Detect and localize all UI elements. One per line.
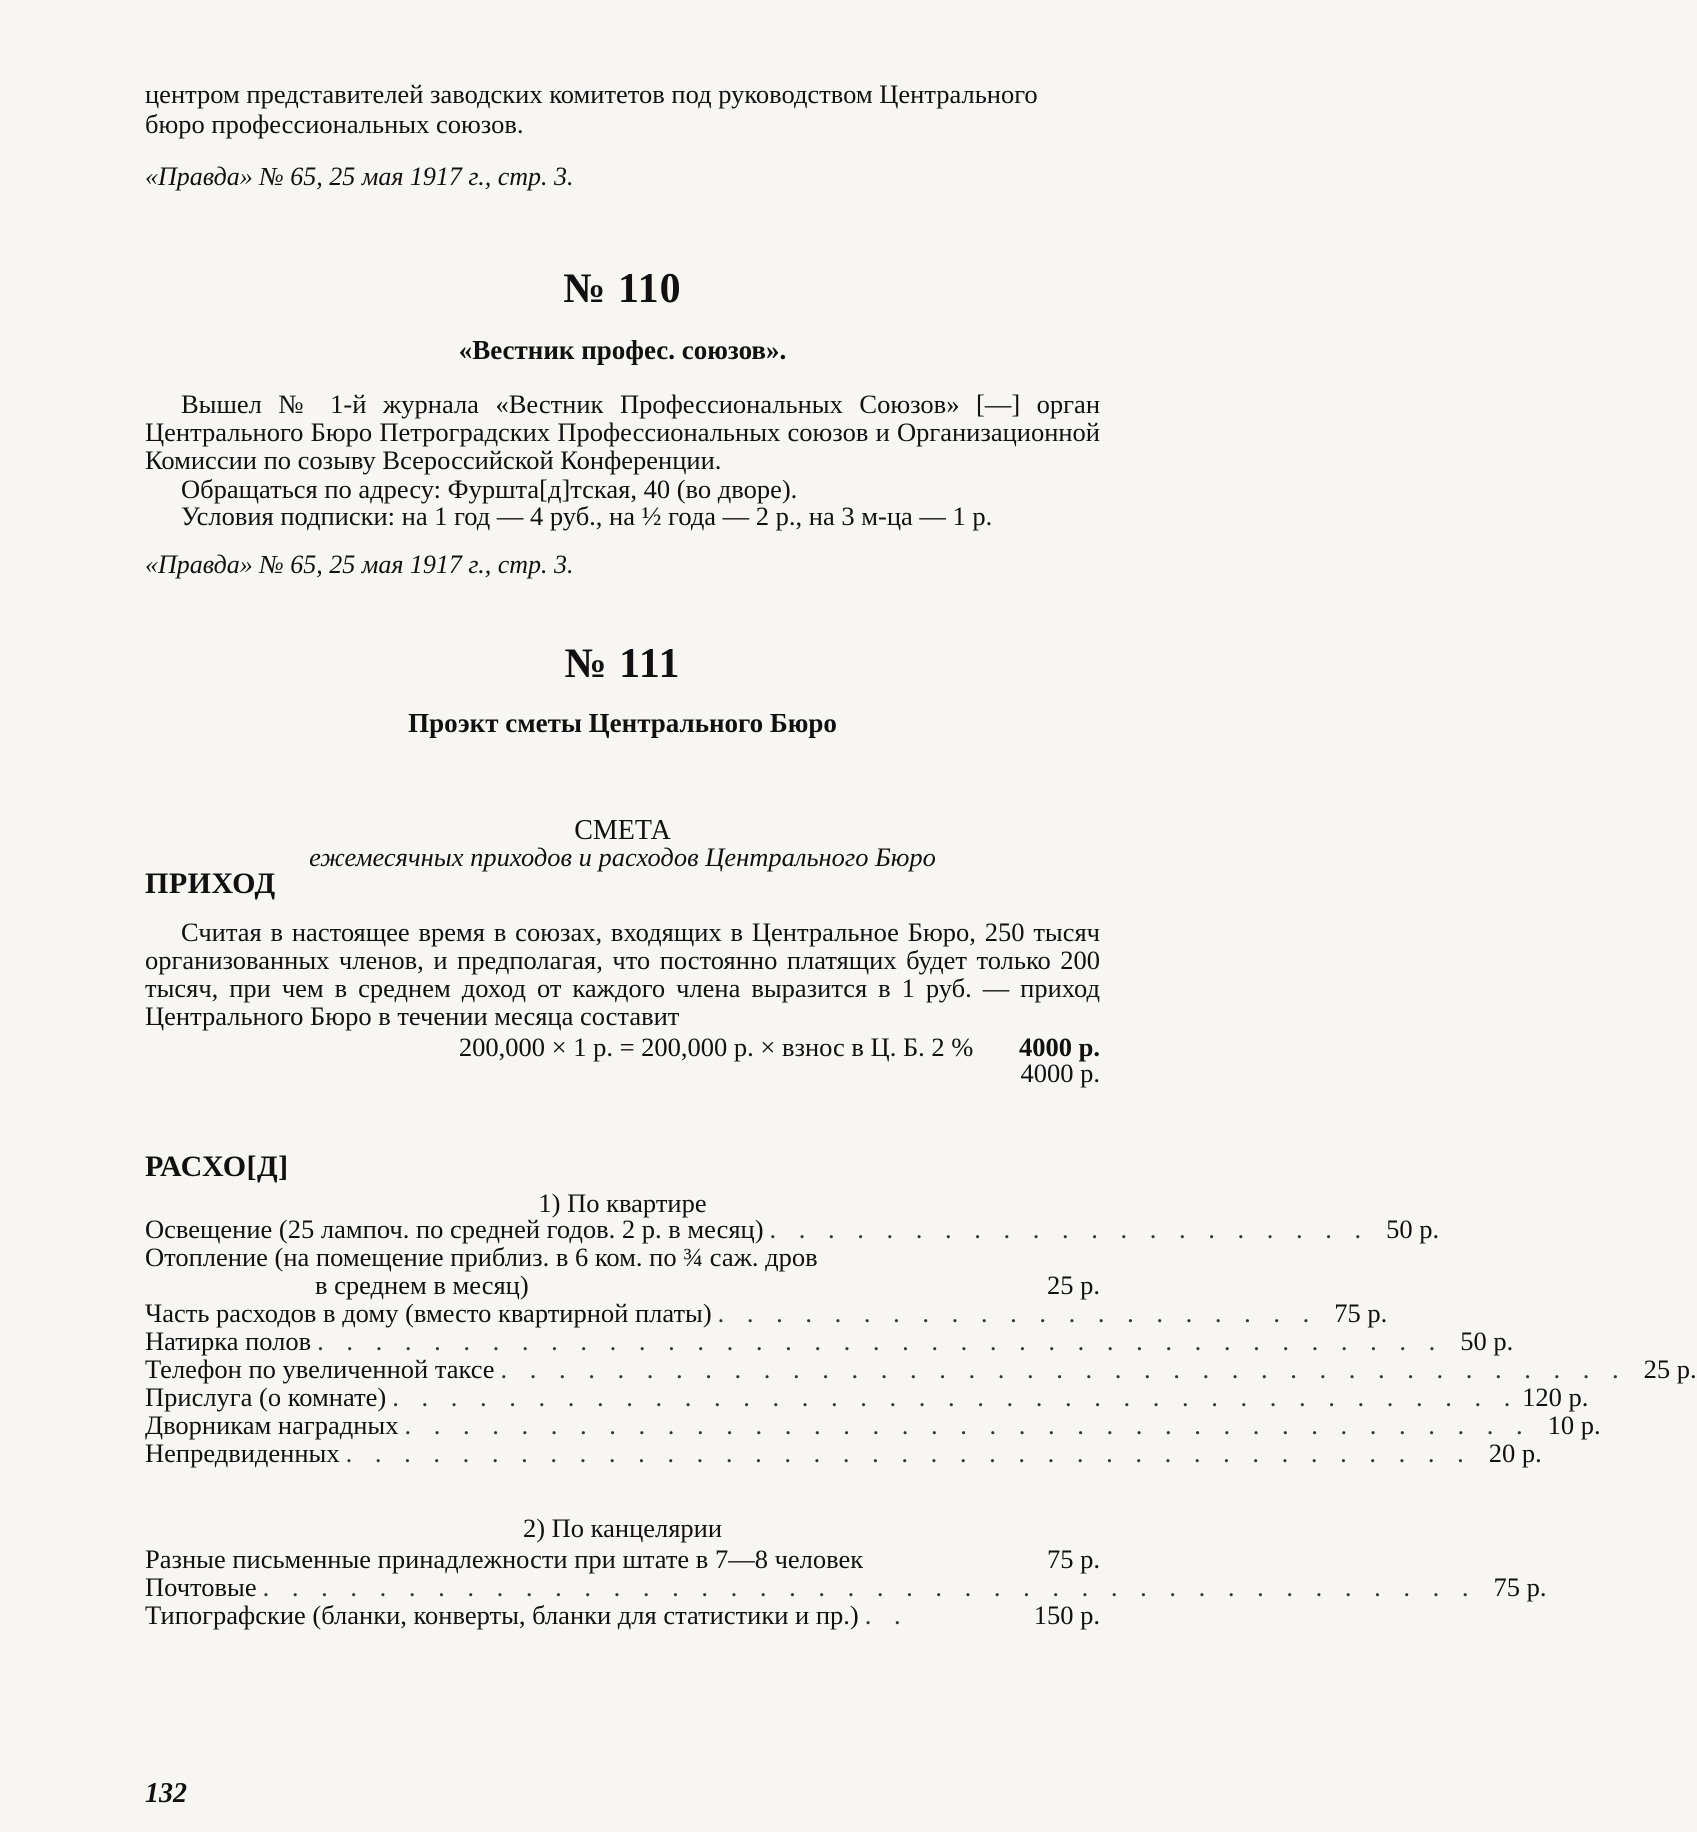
expense-amount: 10 р. bbox=[1547, 1410, 1601, 1440]
expense-row: Натирка полов . . . . . . . . . . . . . . . . . . . . . . . . . . . . . . . . . . . . . . . 50 р. bbox=[145, 1326, 1514, 1356]
doc-110-title: «Вестник профес. союзов». bbox=[458, 335, 787, 365]
doc-110-paragraph-3: Условия подписки: на 1 год — 4 руб., на ½ года — 2 р., на 3 м-ца — 1 р. bbox=[181, 501, 993, 531]
smeta-heading: СМЕТА bbox=[574, 815, 671, 846]
income-total: 4000 р. bbox=[1019, 1032, 1100, 1062]
expense-label: Отопление (на помещение приблиз. в 6 ком. по ¾ саж. дров bbox=[145, 1242, 818, 1272]
expense-amount: 75 р. bbox=[1493, 1572, 1547, 1602]
section-2-heading: 2) По канцелярии bbox=[522, 1513, 723, 1543]
intro-line-1: центром представителей заводских комитетов под руководством Центрального bbox=[145, 79, 1038, 109]
expense-row: Телефон по увеличенной таксе . . . . . . . . . . . . . . . . . . . . . . . . . . . . . . . . . . . . . . . 25 р. bbox=[145, 1354, 1697, 1384]
intro-line-2: бюро профессиональных союзов. bbox=[145, 109, 524, 139]
expense-amount: 20 р. bbox=[1488, 1438, 1542, 1468]
page-number: 132 bbox=[145, 1778, 187, 1809]
expense-amount: 50 р. bbox=[1386, 1214, 1440, 1244]
doc-110-number: № 110 bbox=[563, 266, 682, 312]
expense-row bbox=[145, 1545, 1100, 1573]
expense-amount: 50 р. bbox=[1460, 1326, 1514, 1356]
income-calculation: 200,000 × 1 р. = 200,000 р. × взнос в Ц. Б. 2 % bbox=[458, 1032, 974, 1062]
expense-label: Натирка полов bbox=[145, 1326, 312, 1356]
income-heading: ПРИХОД bbox=[145, 867, 276, 900]
expense-label: Типографские (бланки, конверты, бланки для статистики и пр.) bbox=[145, 1600, 859, 1630]
expense-amount: 120 р. bbox=[1522, 1382, 1589, 1412]
expense-amount: 150 р. bbox=[1033, 1600, 1100, 1630]
expense-label: Непредвиденных bbox=[145, 1438, 340, 1468]
expense-label-continued: в среднем в месяц) bbox=[315, 1270, 529, 1300]
expense-row: Типографские (бланки, конверты, бланки для статистики и пр.) . . 150 р. bbox=[145, 1600, 1100, 1630]
doc-110-paragraph-1: Вышел № 1-й журнала «Вестник Профессиональных Союзов» [—] орган Центрального Бюро Петроградских Профессиональных союзов и Организационной Комиссии по созыву Всероссийской Конференции. bbox=[145, 389, 1100, 475]
expense-label: Почтовые bbox=[145, 1572, 257, 1602]
expense-list-apartment bbox=[145, 1214, 1697, 1468]
income-total-repeat: 4000 р. bbox=[1020, 1058, 1100, 1088]
expense-row bbox=[145, 1271, 1100, 1299]
doc-110-source: «Правда» № 65, 25 мая 1917 г., стр. 3. bbox=[145, 550, 574, 579]
expense-row: Непредвиденных . . . . . . . . . . . . . . . . . . . . . . . . . . . . . . . . . . . . . . . 20 р. bbox=[145, 1438, 1542, 1468]
expense-amount: 75 р. bbox=[1047, 1544, 1100, 1574]
smeta-subtitle: ежемесячных приходов и расходов Центрального Бюро bbox=[309, 842, 936, 872]
expense-label: Освещение (25 лампоч. по средней годов. 2 р. в месяц) bbox=[145, 1214, 764, 1244]
expense-amount: 75 р. bbox=[1334, 1298, 1388, 1328]
expense-label: Телефон по увеличенной таксе bbox=[145, 1354, 495, 1384]
doc-110-paragraph-2: Обращаться по адресу: Фуршта[д]тская, 40 (во дворе). bbox=[181, 474, 798, 504]
expense-label: Разные письменные принадлежности при штате в 7—8 человек bbox=[145, 1544, 864, 1574]
expense-list-office bbox=[145, 1544, 1547, 1630]
expense-row: Прислуга (о комнате) . . . . . . . . . . . . . . . . . . . . . . . . . . . . . . . . . . . . . . . 120 р. bbox=[145, 1382, 1589, 1412]
expense-amount: 25 р. bbox=[1047, 1270, 1100, 1300]
doc-111-number: № 111 bbox=[564, 641, 681, 687]
expense-label: Дворникам наградных bbox=[145, 1410, 399, 1440]
expense-row: Освещение (25 лампоч. по средней годов. 2 р. в месяц) . . . . . . . . . . . . . . . . . . . . . 50 р. bbox=[145, 1214, 1440, 1244]
expense-row: Часть расходов в дому (вместо квартирной платы) . . . . . . . . . . . . . . . . . . . . . 75 р. bbox=[145, 1298, 1388, 1328]
intro-source: «Правда» № 65, 25 мая 1917 г., стр. 3. bbox=[145, 162, 574, 191]
expense-row: Дворникам наградных . . . . . . . . . . . . . . . . . . . . . . . . . . . . . . . . . . . . . . . 10 р. bbox=[145, 1410, 1601, 1440]
expense-label: Часть расходов в дому (вместо квартирной платы) bbox=[145, 1298, 712, 1328]
expense-row: Почтовые . . . . . . . . . . . . . . . . . . . . . . . . . . . . . . . . . . . . . . . . . . 75 р. bbox=[145, 1572, 1547, 1602]
section-1-heading: 1) По квартире bbox=[538, 1188, 707, 1218]
expense-heading: РАСХО[Д] bbox=[145, 1150, 289, 1183]
expense-row bbox=[145, 1243, 1100, 1271]
expense-amount: 25 р. bbox=[1643, 1354, 1697, 1384]
document-page bbox=[145, 79, 1697, 1810]
expense-label: Прислуга (о комнате) bbox=[145, 1382, 387, 1412]
income-paragraph: Считая в настоящее время в союзах, входящих в Центральное Бюро, 250 тысяч организованных членов, и предполагая, что постоянно платящих будет только 200 тысяч, при чем в среднем доход от каждого члена выразится в 1 руб. — приход Центрального Бюро в течении месяца составит bbox=[145, 917, 1100, 1031]
doc-111-title: Проэкт сметы Центрального Бюро bbox=[408, 708, 837, 738]
